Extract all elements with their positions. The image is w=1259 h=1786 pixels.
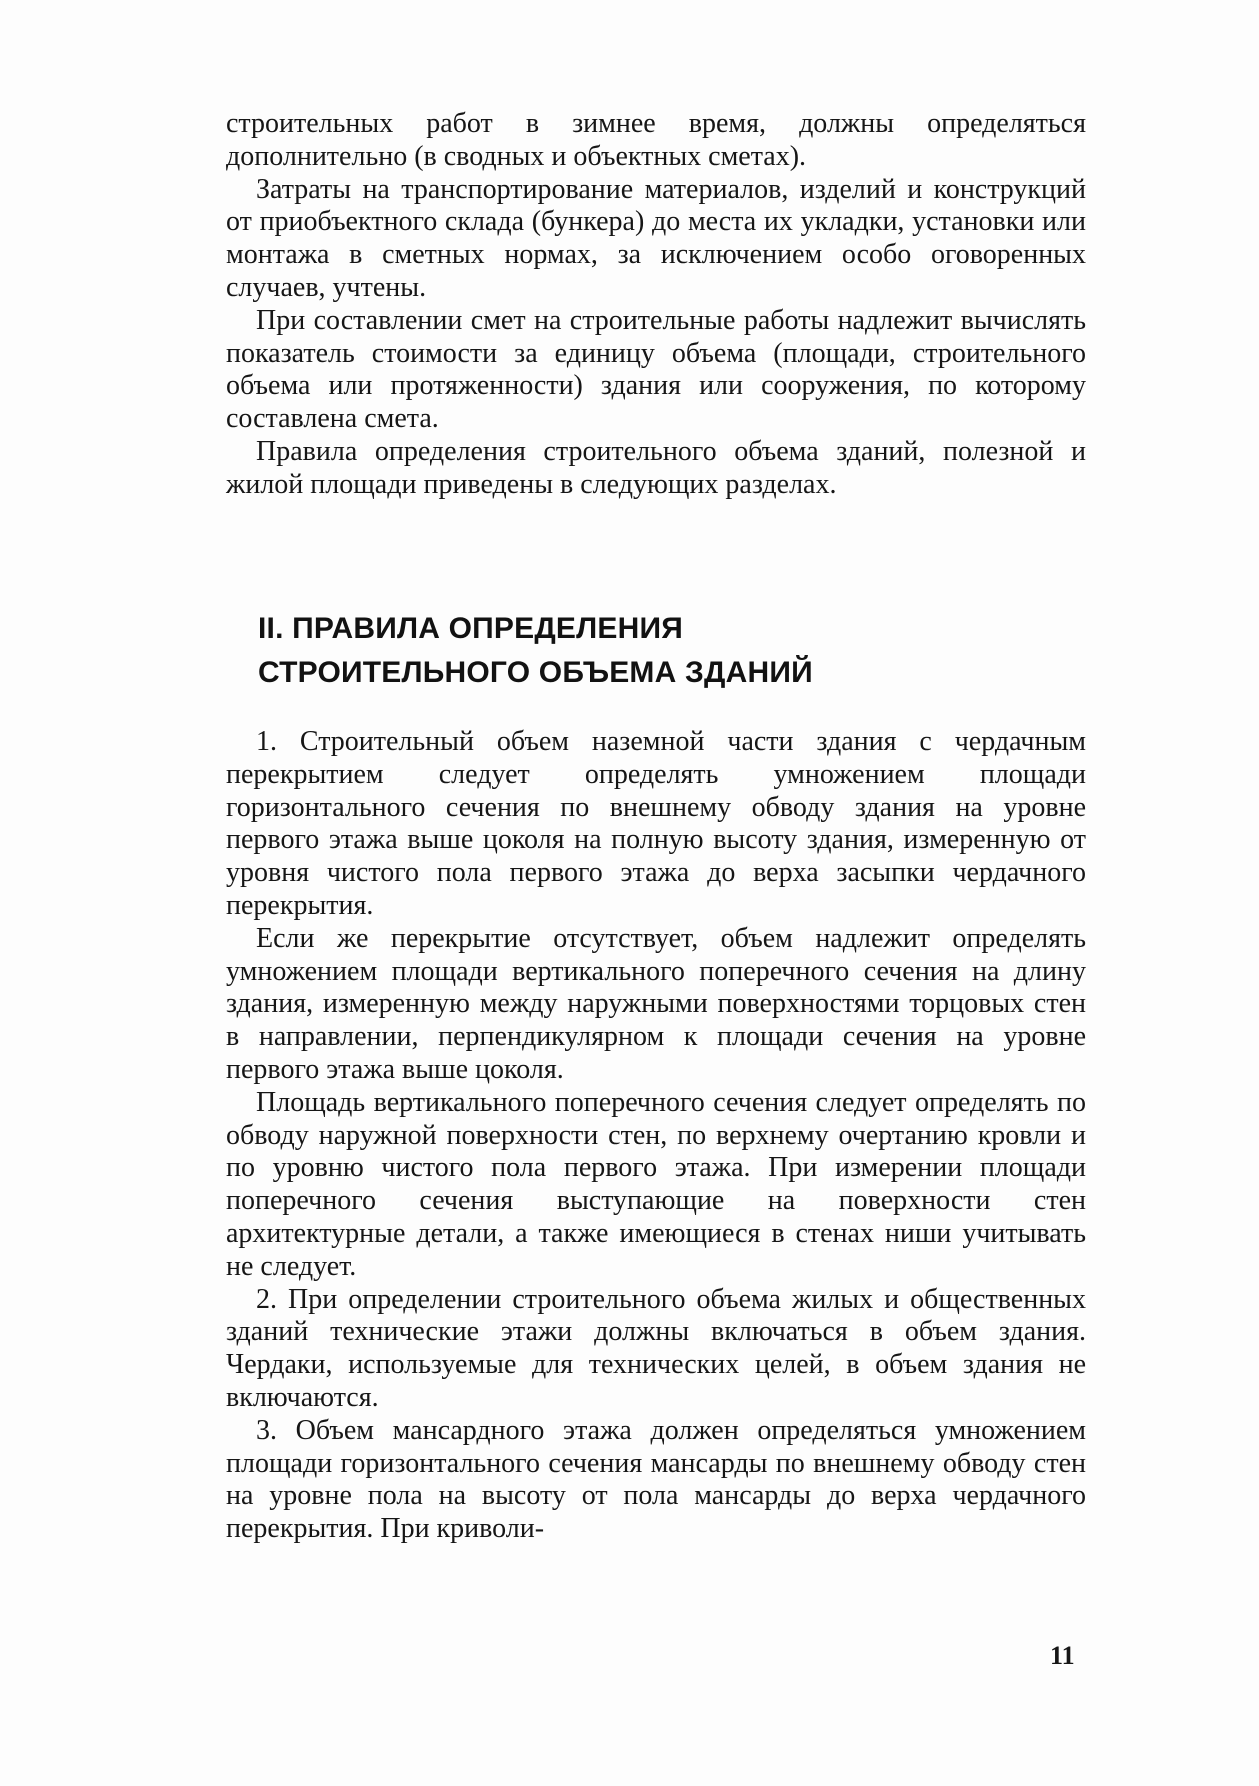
intro-text — [226, 108, 1086, 502]
paragraph-cross-section: Площадь вертикального поперечного сечения следует определять по обводу наружной поверхности стен, по верхнему очертанию кровли и по уровню чистого пола первого этажа. При измерении площади поперечного сечения выступающие на поверхности стен архитектурные детали, а также имеющиеся в стенах ниши учитывать не следует. — [226, 1086, 1086, 1282]
paragraph-transport-costs: Затраты на транспортирование материалов, изделий и конструкций от приобъектного склада (бункера) до места их укладки, установки или монтажа в сметных нормах, за исключением особо оговоренных случаев, учтены. — [226, 173, 1086, 303]
section-heading-line-2: СТРОИТЕЛЬНОГО ОБЪЕМА ЗДАНИЙ — [258, 656, 813, 689]
paragraph-no-overlap: Если же перекрытие отсутствует, объем надлежит определять умножением площади вертикального поперечного сечения на длину здания, измеренную между наружными поверхностями торцовых стен в направлении, перпендикулярном к площади сечения на уровне первого этажа выше цоколя. — [226, 922, 1086, 1085]
paragraph-rules-reference: Правила определения строительного объема зданий, полезной и жилой площади приведены в следующих разделах. — [226, 435, 1086, 500]
section-heading — [258, 607, 1058, 695]
section-heading-line-1: II. ПРАВИЛА ОПРЕДЕЛЕНИЯ — [258, 612, 683, 645]
paragraph-item-1: 1. Строительный объем наземной части здания с чердачным перекрытием следует определять умножением площади горизонтального сечения по внешнему обводу здания на уровне первого этажа выше цоколя на полную высоту здания, измеренную от уровня чистого пола первого этажа до верха засыпки чердачного перекрытия. — [226, 726, 1086, 921]
paragraph-cost-indicator: При составлении смет на строительные работы надлежит вычислять показатель стоимости за единицу объема (площади, строительного объема или протяженности) здания или сооружения, по которому составлена смета. — [226, 304, 1086, 435]
paragraph-item-3: 3. Объем мансардного этажа должен определяться умножением площади горизонтального сечения мансарды по внешнему обводу стен на уровне пола на высоту от пола мансарды до верха чердачного перекрытия. При криволи- — [226, 1414, 1086, 1545]
paragraph-item-2: 2. При определении строительного объема жилых и общественных зданий технические этажи должны включаться в объем здания. Чердаки, используемые для технических целей, в объем здания не включаются. — [226, 1283, 1086, 1413]
paragraph-continuation: строительных работ в зимнее время, должны определяться дополнительно (в сводных и объектных сметах). — [226, 108, 1086, 172]
page-number: 11 — [1050, 1641, 1075, 1670]
section-text — [226, 726, 1086, 1546]
